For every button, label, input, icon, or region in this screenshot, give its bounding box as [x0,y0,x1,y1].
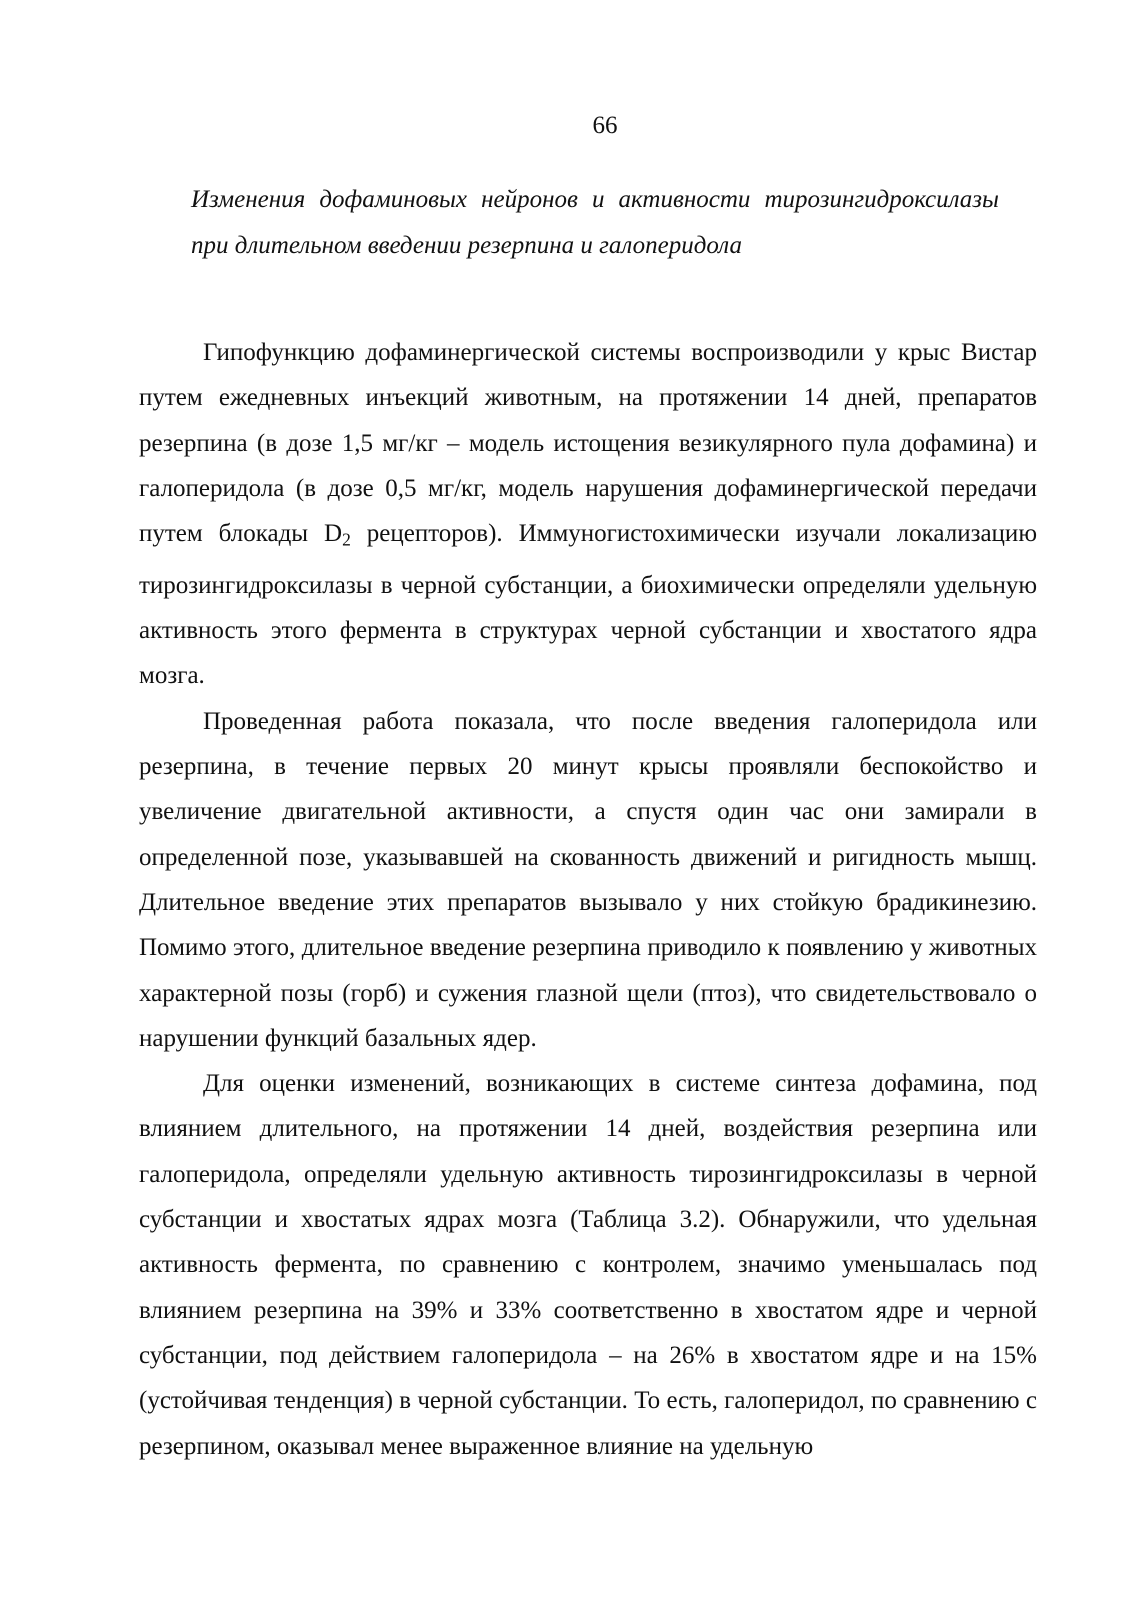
section-title: Изменения дофаминовых нейронов и активности тирозингидроксилазы при длительном введении резерпина и галоперидола [191,186,999,259]
d2-subscript: 2 [342,529,351,550]
paragraph-3: Для оценки изменений, возникающих в системе синтеза дофамина, под влиянием длительного, на протяжении 14 дней, воздействия резерпина или галоперидола, определяли удельную активность тирозингидроксилазы в черной субстанции и хвостатых ядрах мозга (Таблица 3.2). Обнаружили, что удельная активность фермента, по сравнению с контролем, значимо уменьшалась под влиянием резерпина на 39% и 33% соответственно в хвостатом ядре и черной субстанции, под действием галоперидола – на 26% в хвостатом ядре и на 15% (устойчивая тенденция) в черной субстанции. То есть, галоперидол, по сравнению с резерпином, оказывал менее выраженное влияние на удельную [139,1070,1037,1460]
paragraph-1-text-start: Гипофункцию дофаминергической системы воспроизводили у крыс Вистар путем ежедневных инъекций животным, на протяжении 14 дней, препаратов резерпина (в дозе 1,5 мг/кг – модель истощения везикулярного пула дофамина) и галоперидола (в дозе 0,5 мг/кг, модель нарушения дофаминергической передачи путем блокады D [139,339,1037,548]
body-text [139,330,1037,1469]
paragraph-1 [139,330,1037,699]
page-number: 66 [592,112,618,139]
paragraph-1-text-end: рецепторов). Иммуногистохимически изучали локализацию тирозингидроксилазы в черной субстанции, а биохимически определяли удельную активность этого фермента в структурах черной субстанции и хвостатого ядра мозга. [139,520,1037,690]
paragraph-2: Проведенная работа показала, что после введения галоперидола или резерпина, в течение первых 20 минут крысы проявляли беспокойство и увеличение двигательной активности, а спустя один час они замирали в определенной позе, указывавшей на скованность движений и ригидность мышц. Длительное введение этих препаратов вызывало у них стойкую брадикинезию. Помимо этого, длительное введение резерпина приводило к появлению у животных характерной позы (горб) и сужения глазной щели (птоз), что свидетельствовало о нарушении функций базальных ядер. [139,707,1037,1052]
